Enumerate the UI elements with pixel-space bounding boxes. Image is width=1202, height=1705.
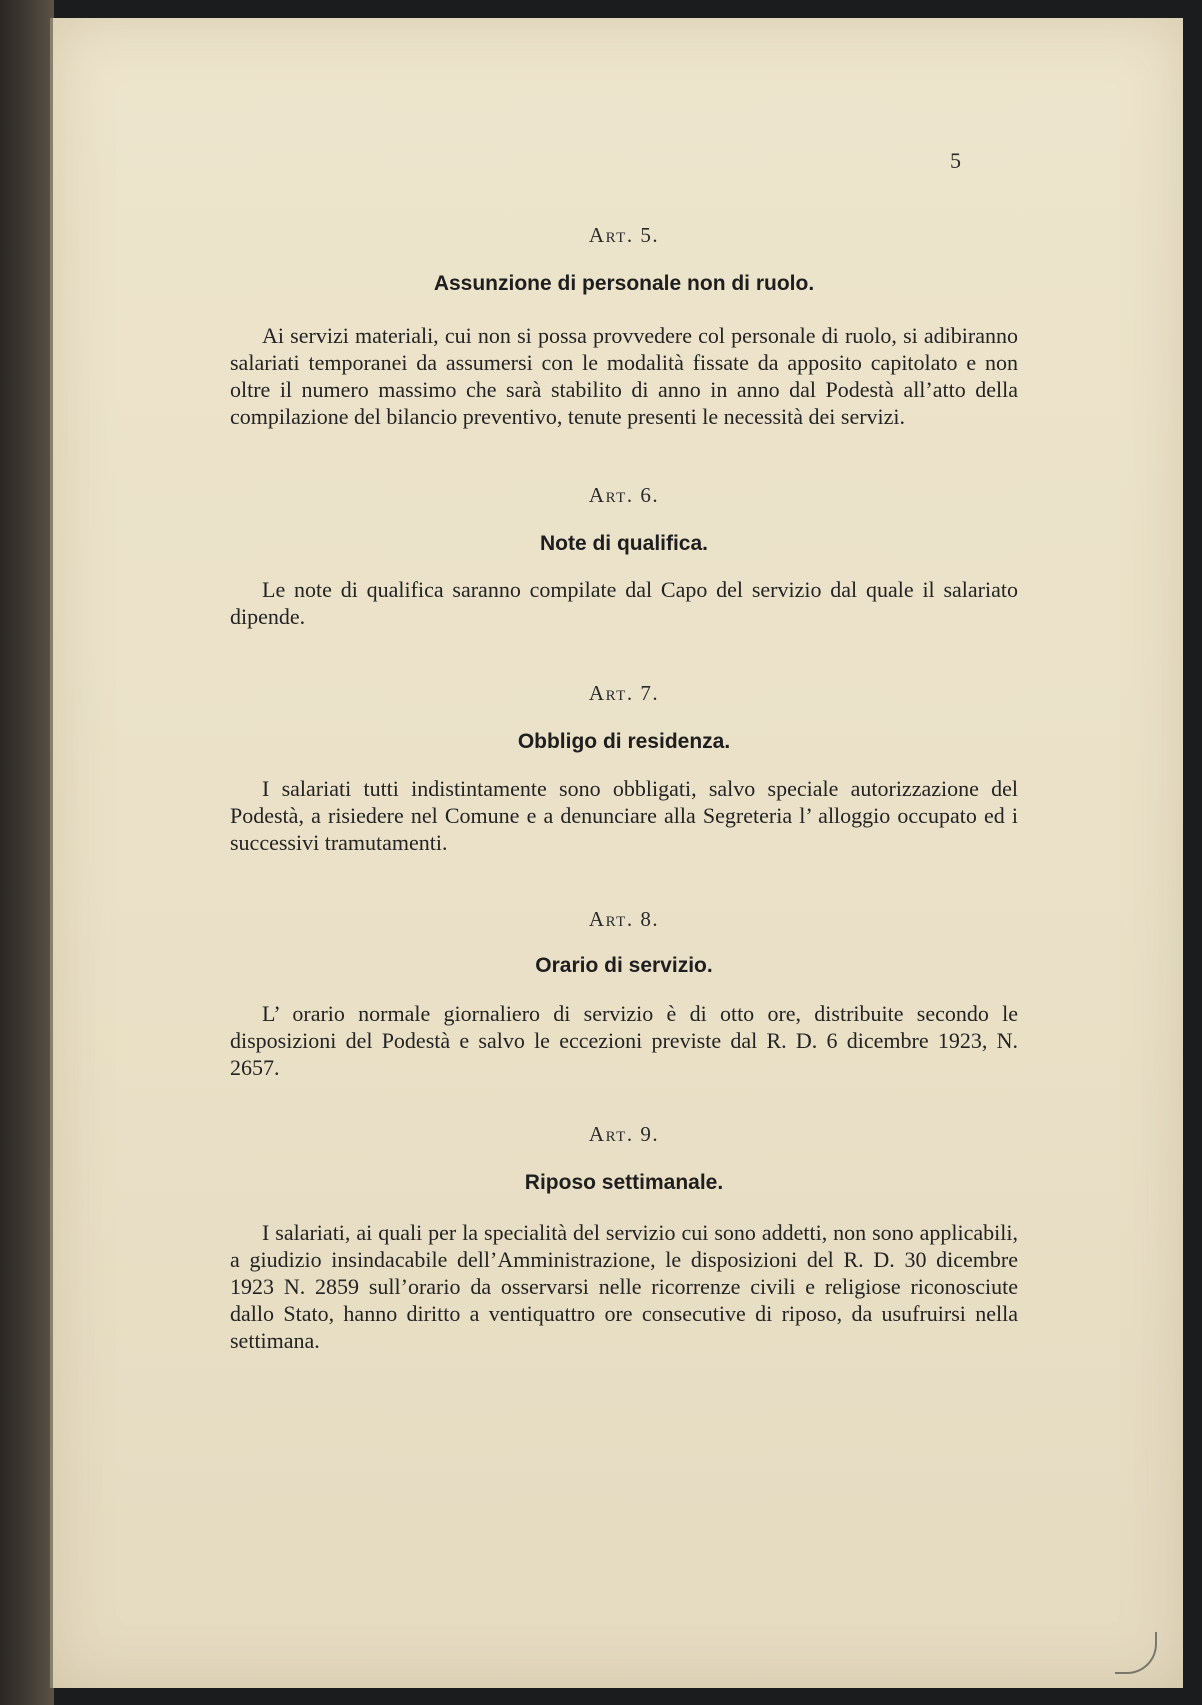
scan-background-edge [0, 0, 54, 1705]
page-number: 5 [950, 148, 961, 173]
article-paragraph: I salariati tutti indistintamente sono obbligati, salvo speciale autorizzazione del Podestà, a risiedere nel Comune e a denunciare alla Segreteria l’ alloggio occupato ed i successivi tramutamenti. [230, 776, 1018, 855]
article-title: Riposo settimanale. [524, 1171, 724, 1194]
article-paragraph: Le note di qualifica saranno compilate dal Capo del servizio dal quale il salariato dipende. [230, 577, 1018, 629]
article-title: Obbligo di residenza. [517, 730, 731, 753]
page-content [230, 223, 1018, 1354]
article-title: Assunzione di personale non di ruolo. [433, 272, 815, 295]
article-paragraph: L’ orario normale giornaliero di servizio è di otto ore, distribuite secondo le disposizioni del Podestà e salvo le eccezioni previste dal R. D. 6 dicembre 1923, N. 2657. [230, 1001, 1018, 1080]
article-7 [230, 681, 1018, 856]
article-9 [230, 1122, 1018, 1354]
article-paragraph: I salariati, ai quali per la specialità del servizio cui sono addetti, non sono applicabili, a giudizio insindacabile dell’Amministrazione, le disposizioni del R. D. 30 dicembre 1923 N. 2859 sull’orario da osservarsi nelle ricorrenze civili e religiose riconosciute dallo Stato, hanno diritto a ventiquattro ore consecutive di riposo, da usufruirsi nella settimana. [230, 1220, 1018, 1353]
article-5 [230, 223, 1018, 430]
article-label: Art. 8. [588, 907, 660, 931]
article-label: Art. 5. [588, 223, 660, 247]
article-label: Art. 6. [588, 483, 660, 507]
article-8 [230, 907, 1018, 1081]
article-label: Art. 7. [588, 681, 660, 705]
article-paragraph: Ai servizi materiali, cui non si possa provvedere col personale di ruolo, si adibiranno salariati temporanei da assumersi con le modalità fissate da apposito capitolato e non oltre il numero massimo che sarà stabilito di anno in anno dal Podestà all’atto della compilazione del bilancio preventivo, tenute presenti le necessità dei servizi. [230, 323, 1018, 429]
document-page [50, 18, 1183, 1688]
article-title: Note di qualifica. [539, 532, 709, 555]
page-corner-curl [1115, 1632, 1157, 1674]
article-label: Art. 9. [588, 1122, 660, 1146]
article-title: Orario di servizio. [535, 954, 713, 977]
article-6 [230, 483, 1018, 630]
